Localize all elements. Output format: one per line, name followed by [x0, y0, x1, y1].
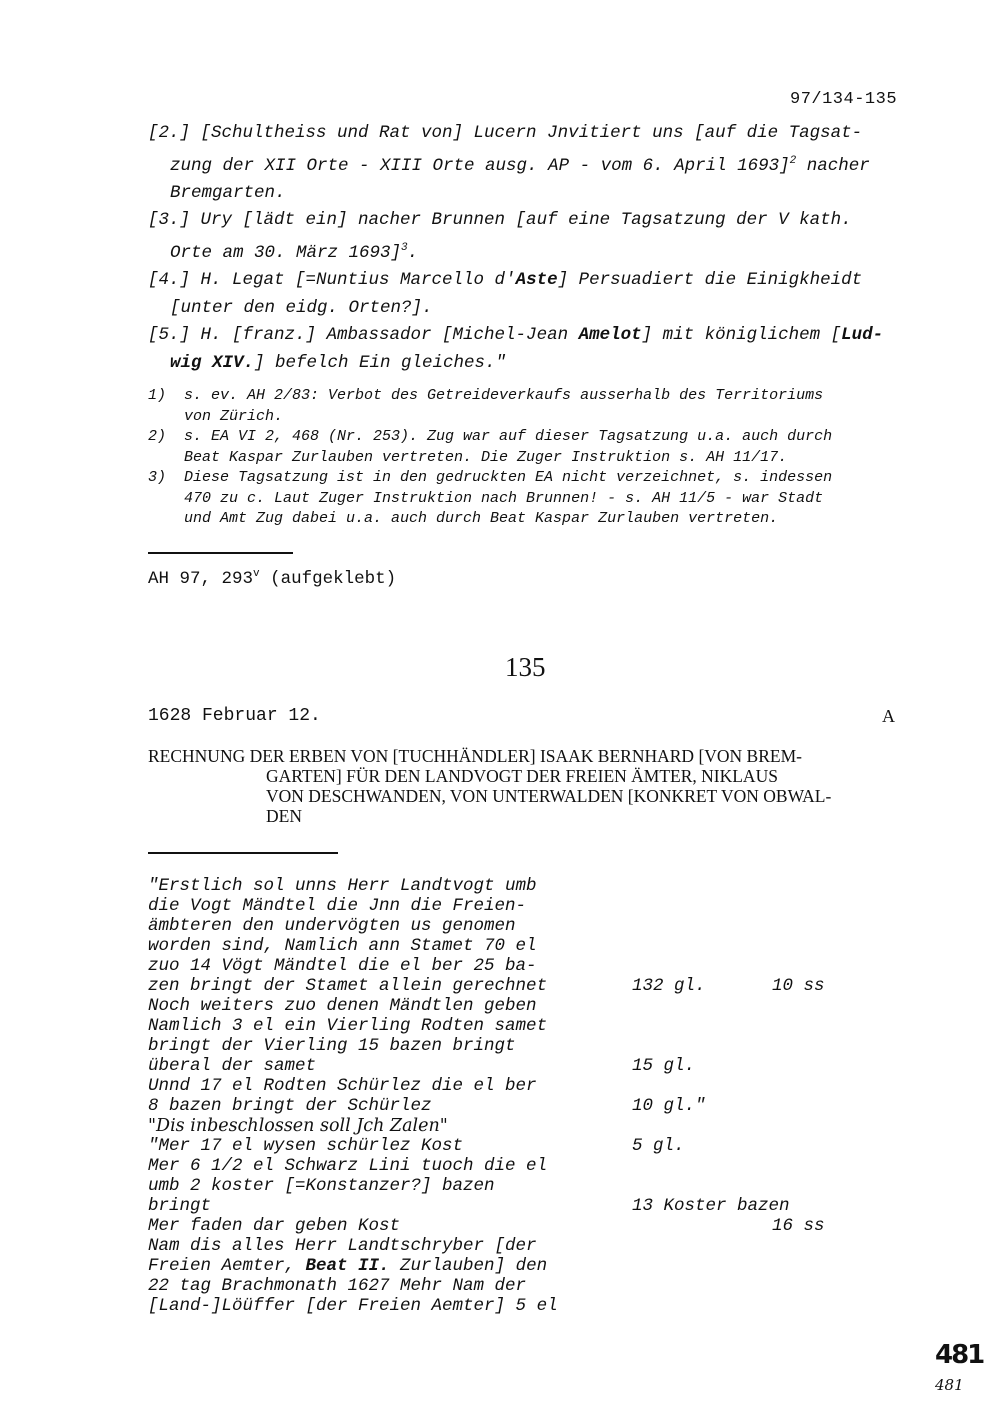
ledger-line: zen bringt der Stamet allein gerechnet — [148, 976, 548, 996]
ledger-line: bringt — [148, 1196, 212, 1216]
ledger-line: "Dis inbeschlossen soll Jch Zalen" — [148, 1116, 448, 1136]
document-title: RECHNUNG DER ERBEN VON [TUCHHÄNDLER] ISAAK BERNHARD [VON BREM- GARTEN] FÜR DEN LANDVOGT DER FREIEN ÄMTER, NIKLAUS VON DESCHWANDEN, VON UNTERWALDEN [KONKRET VON OBWAL- DEN — [148, 746, 832, 826]
title-divider — [148, 852, 338, 854]
source-reference: AH 97, 293$^v$ (aufgeklebt) — [148, 568, 397, 589]
amount-gulden: 5 gl. — [632, 1136, 685, 1156]
footnotes — [148, 386, 928, 530]
entry-4: [4.] H. Legat [=Nuntius Marcello d'Aste] Persuadiert die Einigkheidt — [148, 270, 863, 291]
entry-3: [3.] Ury [lädt ein] nacher Brunnen [auf eine Tagsatzung der V kath. — [148, 210, 852, 231]
divider-rule — [148, 552, 293, 554]
ledger-line: 22 tag Brachmonath 1627 Mehr Nam der — [148, 1276, 527, 1296]
entry-5-cont: wig XIV.] befelch Ein gleiches." — [170, 352, 507, 373]
main-text — [148, 120, 908, 377]
footnote-2: 2) s. EA VI 2, 468 (Nr. 253). Zug war auf dieser Tagsatzung u.a. auch durch Beat Kaspar Zurlauben vertreten. Die Zuger Instruktion s. AH 11/17. — [148, 428, 833, 466]
ledger-line: die Vogt Mändtel die Jnn die Freien- — [148, 896, 527, 916]
ledger-line: bringt der Vierling 15 bazen bringt — [148, 1036, 516, 1056]
entry-5: [5.] H. [franz.] Ambassador [Michel-Jean Amelot] mit königlichem [Lud- — [148, 325, 884, 346]
footnote-3: 3) Diese Tagsatzung ist in den gedruckten EA nicht verzeichnet, s. indessen 470 zu c. Laut Zuger Instruktion nach Brunnen! - s. AH 11/5 - war Stadt und Amt Zug dabei u.a. auch durch Beat Kaspar Zurlauben vertreten. — [148, 469, 833, 527]
ledger-line: umb 2 koster [=Konstanzer?] bazen — [148, 1176, 495, 1196]
amount-gulden: 13 Koster bazen — [632, 1196, 790, 1216]
amount-schilling: 16 ss — [772, 1216, 825, 1236]
ledger-line: Nam dis alles Herr Landtschryber [der — [148, 1236, 537, 1256]
entry-2-cont: zung der XII Orte - XIII Orte ausg. AP - vom 6. April 1693]$^2$ nacher — [170, 154, 870, 176]
ledger-line: Freien Aemter, Beat II. Zurlauben] den — [148, 1256, 548, 1276]
ledger-line: worden sind, Namlich ann Stamet 70 el — [148, 936, 537, 956]
page-reference: 97/134-135 — [790, 90, 898, 109]
footnote-1: 1) s. ev. AH 2/83: Verbot des Getreideverkaufs ausserhalb des Territoriums von Zürich. — [148, 387, 824, 425]
page-stamp-handwritten: 481 — [935, 1376, 964, 1394]
document-date: 1628 Februar 12. — [148, 706, 321, 726]
ledger-line: "Mer 17 el wysen schürlez Kost — [148, 1136, 464, 1156]
ledger-line: überal der samet — [148, 1056, 317, 1076]
ledger-line: Namlich 3 el ein Vierling Rodten samet — [148, 1016, 548, 1036]
page-stamp: 481 — [935, 1340, 984, 1370]
amount-gulden: 15 gl. — [632, 1056, 696, 1076]
ledger-line: "Erstlich sol unns Herr Landtvogt umb — [148, 876, 537, 896]
ledger-line: 8 bazen bringt der Schürlez — [148, 1096, 432, 1116]
ledger-line: Unnd 17 el Rodten Schürlez die el ber — [148, 1076, 537, 1096]
document-letter: A — [882, 706, 895, 726]
entry-2: [2.] [Schultheiss und Rat von] Lucern Jnvitiert uns [auf die Tagsat- — [148, 123, 863, 143]
ledger-line: zuo 14 Vögt Mändtel die el ber 25 ba- — [148, 956, 537, 976]
ledger-line: Mer faden dar geben Kost — [148, 1216, 401, 1236]
ledger-line: Noch weiters zuo denen Mändtlen geben — [148, 996, 537, 1016]
amount-gulden: 132 gl. — [632, 976, 706, 996]
ledger-line: Mer 6 1/2 el Schwarz Lini tuoch die el — [148, 1156, 548, 1176]
ledger-line: [Land-]Löüffer [der Freien Aemter] 5 el — [148, 1296, 558, 1316]
amount-schilling: 10 ss — [772, 976, 825, 996]
document-number: 135 — [505, 652, 546, 682]
entry-3-cont: Orte am 30. März 1693]$^3$. — [170, 241, 419, 263]
entry-2-cont2: Bremgarten. — [170, 182, 286, 203]
entry-4-cont: [unter den eidg. Orten?]. — [170, 297, 433, 318]
amount-gulden: 10 gl." — [632, 1096, 706, 1116]
ledger-line: ämbteren den undervögten us genomen — [148, 916, 516, 936]
